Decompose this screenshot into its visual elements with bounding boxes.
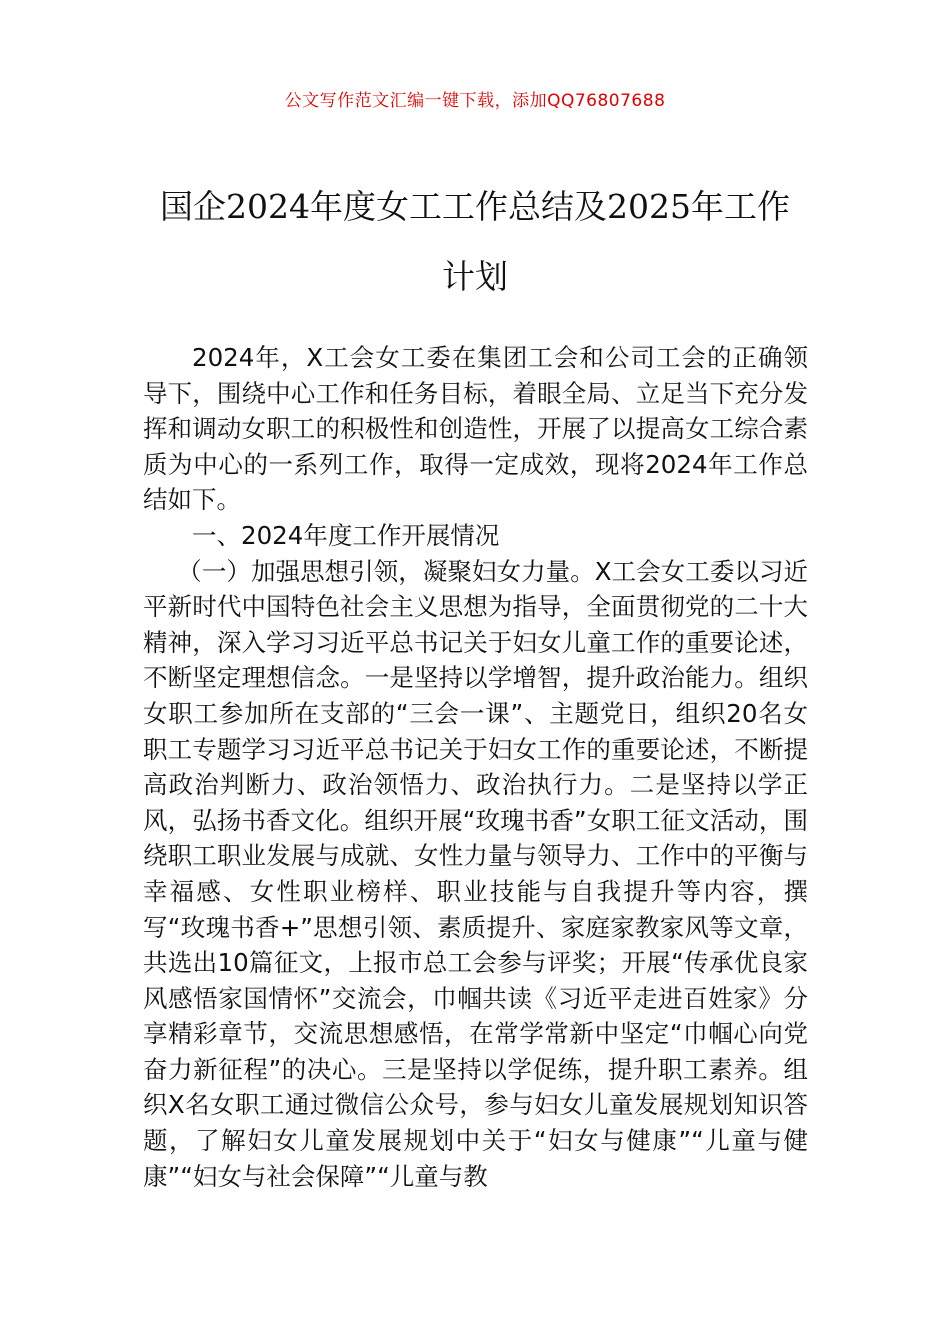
title-line-2: 计划 — [442, 257, 508, 296]
download-banner: 公文写作范文汇编一键下载，添加QQ76807688 — [284, 91, 666, 111]
intro-paragraph: 2024年，X工会女工委在集团工会和公司工会的正确领导下，围绕中心工作和任务目标，着眼全局、立足当下充分发挥和调动女职工的积极性和创造性，开展了以提高女工综合素质为中心的一系列工作，取得一定成效，现将2024年工作总结如下。 — [143, 343, 808, 515]
subsection-paragraph: （一）加强思想引领，凝聚妇女力量。X工会女工委以习近平新时代中国特色社会主义思想为指导，全面贯彻党的二十大精神，深入学习习近平总书记关于妇女儿童工作的重要论述，不断坚定理想信念。一是坚持以学增智，提升政治能力。组织女职工参加所在支部的“三会一课”、主题党日，组织20名女职工专题学习习近平总书记关于妇女工作的重要论述，不断提高政治判断力、政治领悟力、政治执行力。二是坚持以学正风，弘扬书香文化。组织开展“玫瑰书香”女职工征文活动，围绕职工职业发展与成就、女性力量与领导力、工作中的平衡与幸福感、女性职业榜样、职业技能与自我提升等内容，撰写“玫瑰书香+”思想引领、素质提升、家庭家教家风等文章，共选出10篇征文，上报市总工会参与评奖；开展“传承优良家风感悟家国情怀”交流会，巾帼共读《习近平走进百姓家》分享精彩章节，交流思想感悟，在常学常新中坚定“巾帼心向党奋力新征程”的决心。三是坚持以学促练，提升职工素养。组织X名女职工通过微信公众号，参与妇女儿童发展规划知识答题，了解妇女儿童发展规划中关于“妇女与健康”“儿童与健康”“妇女与社会保障”“儿童与教 — [143, 556, 808, 1191]
document-title — [120, 172, 830, 312]
title-line-1: 国企2024年度女工工作总结及2025年工作 — [160, 187, 790, 226]
section-heading: 一、2024年度工作开展情况 — [192, 520, 500, 550]
document-body — [143, 340, 808, 1194]
